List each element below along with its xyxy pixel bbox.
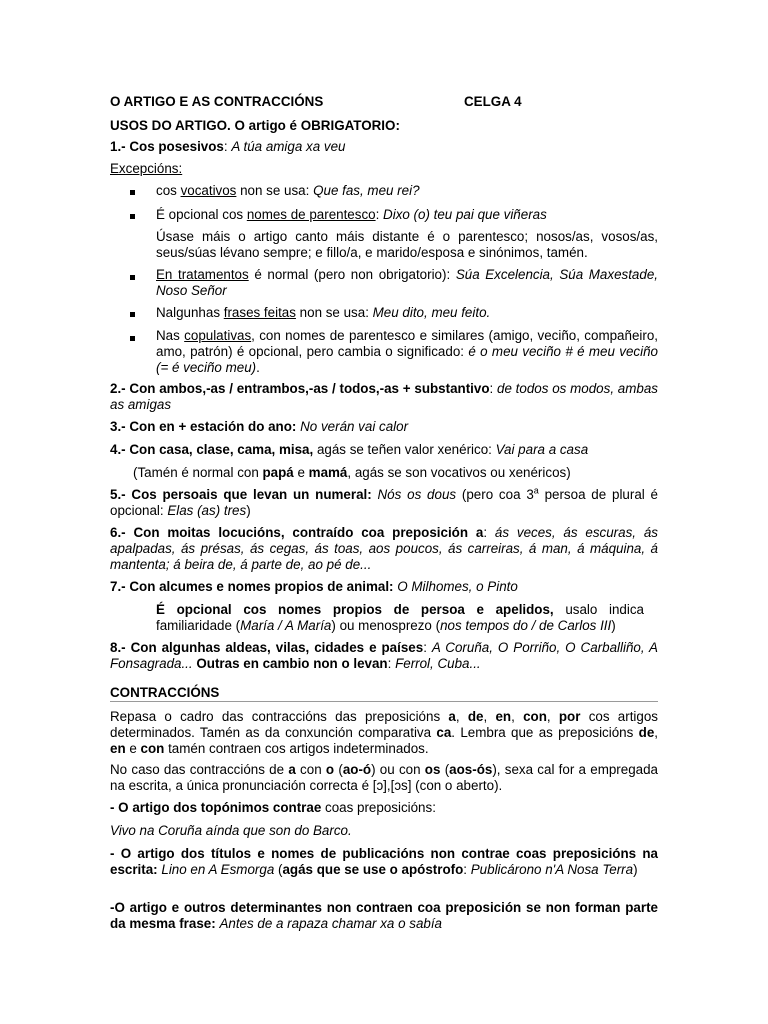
section-heading-usos: USOS DO ARTIGO. O artigo é OBRIGATORIO: <box>110 118 400 133</box>
rule-5: 5.- Cos persoais que levan un numeral: Nós os dous (pero coa 3$^a$ persoa de plural é opcional: Elas (as) tres) <box>110 485 658 518</box>
titulos-rule: - O artigo dos títulos e nomes de publicacións non contrae coas preposicións na escrita: Lino en A Esmorga (agás que se use o apóstrofo: Publicárono n'A Nosa Terra) <box>110 846 658 877</box>
bullet-icon <box>130 305 142 321</box>
parentesco-note: Úsase máis o artigo canto máis distante é o parentesco; nosos/as, vosos/as, seus/súas lévano sempre; e fillo/a, e marido/esposa e sinónimos, tamén. <box>156 229 658 260</box>
rule-1: 1.- Cos posesivos: A túa amiga xa veu <box>110 139 346 154</box>
exception-tratamentos: En tratamentos é normal (pero non obrigatorio): Súa Excelencia, Súa Maxestade, Noso Señor <box>156 267 658 298</box>
contraccions-paragraph-1: Repasa o cadro das contraccións das preposicións a, de, en, con, por cos artigos determinados. Tamén as da conxunción comparativa ca. Lembra que as preposicións de, en e con tamén contraen cos artigos indeterminados. <box>110 709 659 756</box>
celga-level: CELGA 4 <box>464 94 522 109</box>
exception-copulativas: Nas copulativas, con nomes de parentesco e similares (amigo, veciño, compañeiro, amo, patrón) é opcional, pero cambia o significado: é o meu veciño # é meu veciño (= é veciño meu). <box>156 328 658 375</box>
rule-7-note: É opcional cos nomes propios de persoa e apelidos, usalo indica familiaridade (María / A María) ou menosprezo (nos tempos do / de Carlos III) <box>156 602 644 633</box>
rule-2: 2.- Con ambos,-as / entrambos,-as / todos,-as + substantivo: de todos os modos, ambas as amigas <box>110 381 658 412</box>
exception-parentesco: É opcional cos nomes de parentesco: Dixo (o) teu pai que viñeras <box>156 207 547 222</box>
toponimos-rule: - O artigo dos topónimos contrae coas preposicións: <box>110 800 436 815</box>
rule-4-note: (Tamén é normal con papá e mamá, agás se son vocativos ou xenéricos) <box>133 465 571 480</box>
rule-3: 3.- Con en + estación do ano: No verán vai calor <box>110 419 409 434</box>
bullet-icon <box>130 183 142 199</box>
heading-divider <box>110 701 658 702</box>
exception-frases-feitas: Nalgunhas frases feitas non se usa: Meu dito, meu feito. <box>156 305 491 320</box>
rule-6: 6.- Con moitas locucións, contraído coa preposición a: ás veces, ás escuras, ás apalpadas, ás présas, ás cegas, ás toas, aos poucos, ás carreiras, á man, á máquina, á mantenta; á beira de, á parte de, ao pé de... <box>110 525 658 572</box>
document-title: O ARTIGO E AS CONTRACCIÓNS <box>110 94 324 109</box>
rule-7: 7.- Con alcumes e nomes propios de animal: O Milhomes, o Pinto <box>110 579 518 594</box>
determinantes-rule: -O artigo e outros determinantes non contraen coa preposición se non forman parte da mesma frase: Antes de a rapaza chamar xa o sabía <box>110 900 658 931</box>
section-heading-contraccions: CONTRACCIÓNS <box>110 685 220 700</box>
contraccions-paragraph-2: No caso das contraccións de a con o (ao-ó) ou con os (aos-ós), sexa cal for a empregada na escrita, a única pronunciación correcta é [ɔ],[ɔs] (con o aberto). <box>110 762 659 793</box>
bullet-icon <box>130 207 142 223</box>
rule-8: 8.- Con algunhas aldeas, vilas, cidades e países: A Coruña, O Porriño, O Carballiño, A Fonsagrada... Outras en cambio non o levan: Ferrol, Cuba... <box>110 640 658 671</box>
exception-vocativos: cos vocativos non se usa: Que fas, meu rei? <box>156 183 420 198</box>
bullet-icon <box>130 268 142 284</box>
toponimos-example: Vivo na Coruña aínda que son do Barco. <box>110 823 352 838</box>
bullet-icon <box>130 329 142 345</box>
exceptions-label: Excepcións: <box>110 161 183 176</box>
rule-4: 4.- Con casa, clase, cama, misa, agás se teñen valor xenérico: Vai para a casa <box>110 442 589 457</box>
